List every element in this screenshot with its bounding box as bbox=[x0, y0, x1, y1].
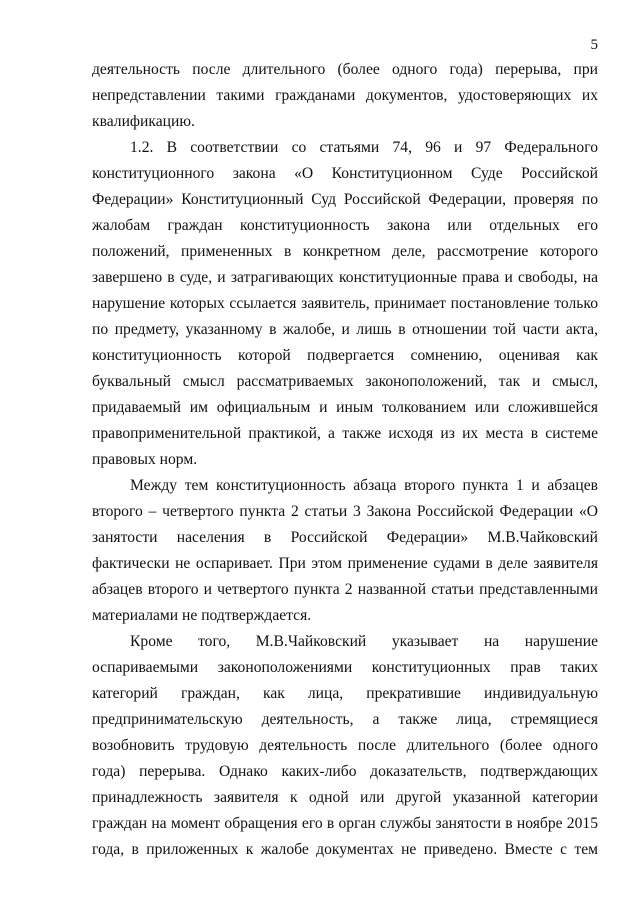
text-line: предпринимательскую деятельность, а также лица, стремящиеся bbox=[92, 711, 598, 728]
text-line: правоприменительной практикой, а также исходя из их места в системе bbox=[92, 425, 598, 442]
text-line: конституционного закона «О Конституционном Суде Российской bbox=[92, 165, 598, 182]
text-line: граждан на момент обращения его в орган службы занятости в ноябре 2015 bbox=[92, 815, 598, 832]
text-line: непредставлении такими гражданами документов, удостоверяющих их bbox=[92, 87, 598, 104]
text-line: категорий граждан, как лица, прекратившие индивидуальную bbox=[92, 685, 598, 702]
text-line: завершено в суде, и затрагивающих конституционные права и свободы, на bbox=[92, 269, 598, 286]
page-number: 5 bbox=[590, 37, 598, 53]
text-line: положений, примененных в конкретном деле, рассмотрение которого bbox=[92, 243, 598, 260]
text-line: возобновить трудовую деятельность после длительного (более одного bbox=[92, 737, 598, 754]
text-line: абзацев второго и четвертого пункта 2 названной статьи представленными bbox=[92, 581, 598, 598]
text-line: Между тем конституционность абзаца второго пункта 1 и абзацев bbox=[130, 477, 598, 494]
text-line: года) перерыва. Однако каких-либо доказательств, подтверждающих bbox=[92, 763, 598, 780]
text-line: принадлежность заявителя к одной или другой указанной категории bbox=[92, 789, 598, 806]
text-line: Федерации» Конституционный Суд Российской Федерации, проверяя по bbox=[92, 191, 598, 208]
text-line: по предмету, указанному в жалобе, и лишь в отношении той части акта, bbox=[92, 321, 598, 338]
text-line: квалификацию. bbox=[92, 113, 195, 130]
text-line: придаваемый им официальным и иным толкованием или сложившейся bbox=[92, 399, 598, 416]
text-line: буквальный смысл рассматриваемых законоположений, так и смысл, bbox=[92, 373, 598, 390]
text-line: Кроме того, М.В.Чайковский указывает на нарушение bbox=[130, 633, 598, 650]
text-line: правовых норм. bbox=[92, 451, 198, 468]
text-line: деятельность после длительного (более одного года) перерыва, при bbox=[92, 61, 598, 78]
text-line: 1.2. В соответствии со статьями 74, 96 и 97 Федерального bbox=[130, 139, 598, 156]
text-line: нарушение которых ссылается заявитель, принимает постановление только bbox=[92, 295, 598, 312]
text-line: материалами не подтверждается. bbox=[92, 607, 312, 624]
text-line: занятости населения в Российской Федерации» М.В.Чайковский bbox=[92, 529, 598, 546]
text-line: жалобам граждан конституционность закона или отдельных его bbox=[92, 217, 598, 234]
text-line: конституционность которой подвергается сомнению, оценивая как bbox=[92, 347, 598, 364]
text-line: второго – четвертого пункта 2 статьи 3 Закона Российской Федерации «О bbox=[92, 503, 598, 520]
text-line: фактически не оспаривает. При этом применение судами в деле заявителя bbox=[92, 555, 598, 572]
text-line: года, в приложенных к жалобе документах не приведено. Вместе с тем bbox=[92, 841, 598, 858]
text-line: оспариваемыми законоположениями конституционных прав таких bbox=[92, 659, 598, 676]
